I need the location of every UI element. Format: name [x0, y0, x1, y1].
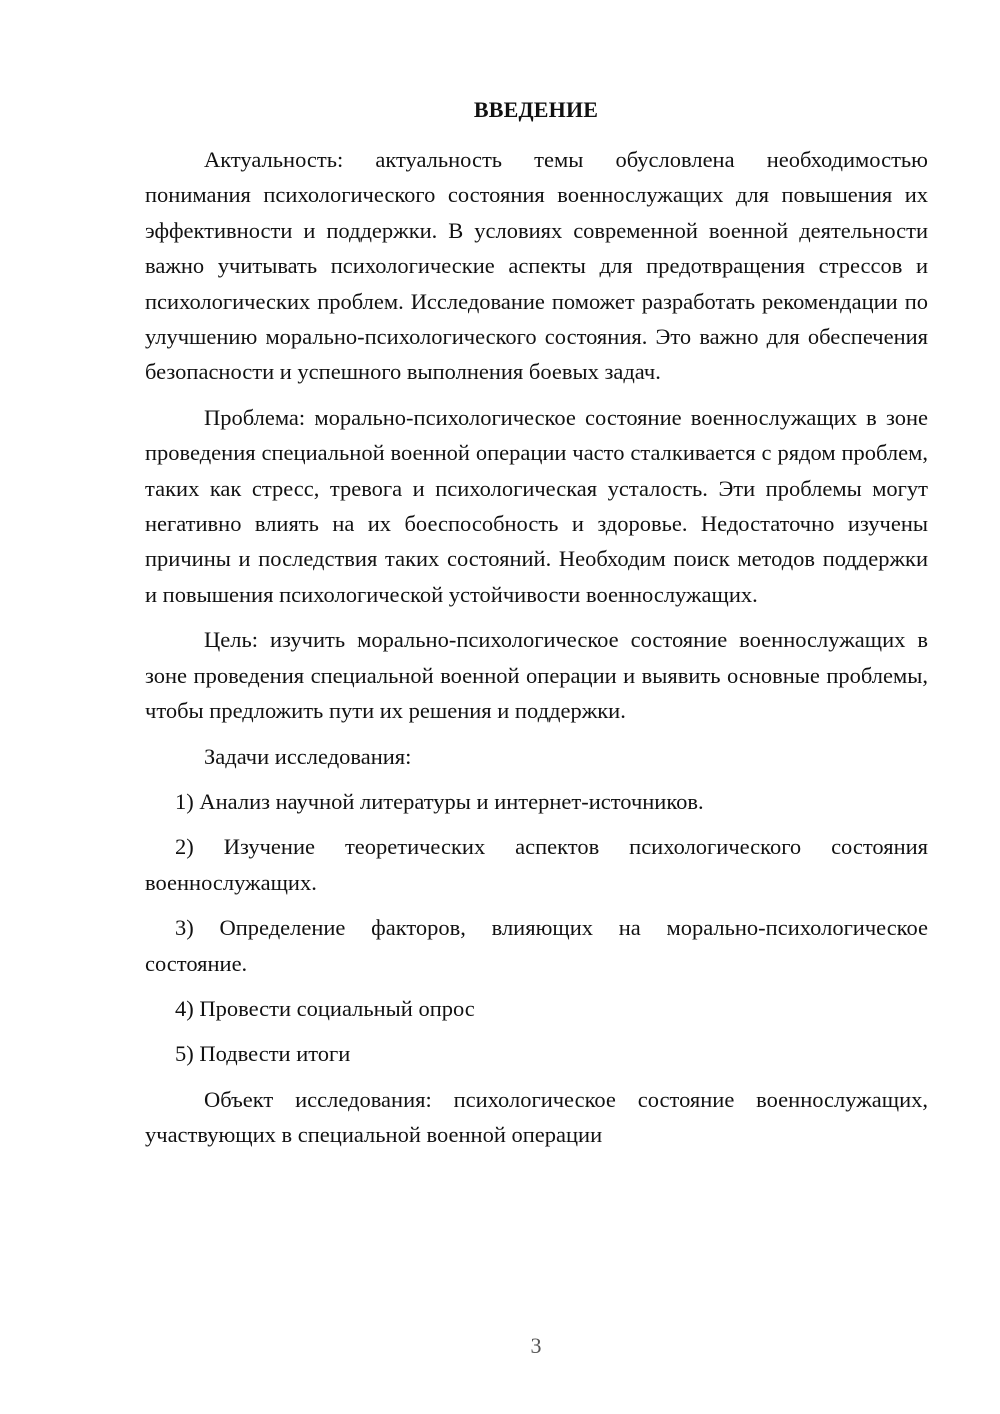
page-title: ВВЕДЕНИЕ [473, 97, 599, 122]
paragraph-relevance: Актуальность: актуальность темы обусловлена необходимостью понимания психологического состояния военнослужащих для повышения их эффективности и поддержки. В условиях современной военной деятельности важно учитывать психологические аспекты для предотвращения стрессов и психологических проблем. Исследование поможет разработать рекомендации по улучшению морально-психологического состояния. Это важно для обеспечения безопасности и успешного выполнения боевых задач. [145, 147, 928, 385]
paragraph-goal: Цель: изучить морально-психологическое состояние военнослужащих в зоне проведения специальной военной операции и выявить основные проблемы, чтобы предложить пути их решения и поддержки. [145, 627, 928, 724]
paragraph-object: Объект исследования: психологическое состояние военнослужащих, участвующих в специальной военной операции [145, 1086, 928, 1148]
list-item: 3) Определение факторов, влияющих на морально-психологическое состояние. [145, 915, 928, 976]
paragraph-problem: Проблема: морально-психологическое состояние военнослужащих в зоне проведения специальной военной операции часто сталкивается с рядом проблем, таких как стресс, тревога и психологическая усталость. Эти проблемы могут негативно влиять на их боеспособность и здоровье. Недостаточно изучены причины и последствия таких состояний. Необходим поиск методов поддержки и повышения психологической устойчивости военнослужащих. [145, 404, 928, 607]
page-number: 3 [530, 1333, 542, 1358]
list-item: 2) Изучение теоретических аспектов психологического состояния военнослужащих. [145, 834, 928, 895]
list-item: 5) Подвести итоги [175, 1041, 351, 1067]
list-item: 1) Анализ научной литературы и интернет-источников. [175, 788, 704, 814]
tasks-heading: Задачи исследования: [204, 743, 412, 769]
list-item: 4) Провести социальный опрос [175, 995, 475, 1021]
document-body [145, 142, 928, 1163]
